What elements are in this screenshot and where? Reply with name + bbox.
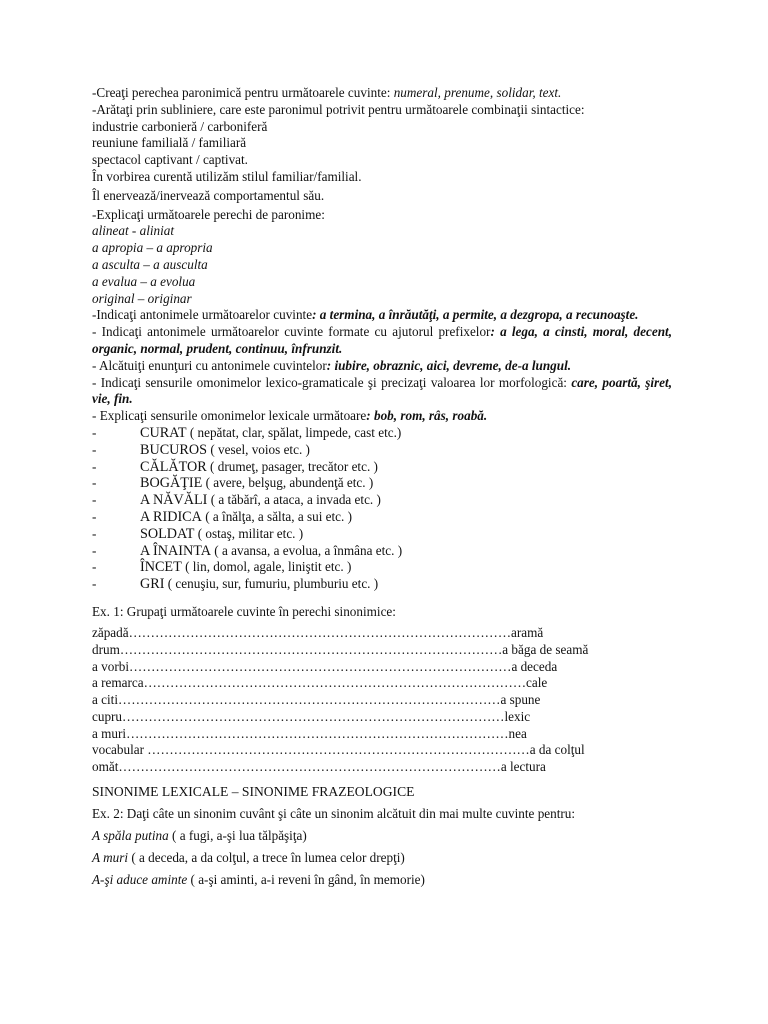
ex2-item xyxy=(92,825,672,847)
dot-leader: …………………………………………………………………………… xyxy=(126,725,509,741)
pair-left-word: a vorbi xyxy=(92,658,129,674)
synonym-row xyxy=(92,526,672,543)
pair-right-word: lexic xyxy=(504,708,531,724)
task-words: : a lega, a cinsti, moral, decent, organic, normal, prudent, continuu, înfrunzit. xyxy=(92,324,672,356)
ex2-synonyms: ( a deceda, a da colţul, a trece în lumea celor drepţi) xyxy=(128,850,405,866)
task-prefix-antonyms xyxy=(92,324,672,358)
dot-leader: …………………………………………………………………………… xyxy=(129,658,512,674)
bullet-dash: - xyxy=(92,492,97,508)
synonym-headword: BUCUROS xyxy=(140,441,208,458)
pair-right-word: a lectura xyxy=(500,759,546,775)
pair-left-word: cupru xyxy=(92,708,123,724)
task-text: -Indicaţi antonimele următoarelor cuvinte xyxy=(92,307,313,323)
pair-left-word: zăpadă xyxy=(92,624,129,640)
task-words: : a termina, a înrăutăţi, a permite, a dezgropa, a recunoaşte. xyxy=(312,307,639,323)
dot-leader: …………………………………………………………………………… xyxy=(122,708,505,724)
synonym-hint: ( ostaş, militar etc. ) xyxy=(194,525,304,541)
synonym-hint: ( a avansa, a evolua, a înmâna etc. ) xyxy=(210,542,403,558)
task-homonyms-lex xyxy=(92,408,672,425)
pair-left-word: drum xyxy=(92,641,120,657)
synonym-headword: A RIDICA xyxy=(140,508,202,525)
task-antonyms xyxy=(92,307,672,324)
synonym-headword: CĂLĂTOR xyxy=(140,458,207,475)
pair-left-word: a muri xyxy=(92,725,127,741)
synonym-row xyxy=(92,425,672,442)
bullet-dash: - xyxy=(92,508,97,524)
synonym-row xyxy=(92,559,672,576)
intro-line-0 xyxy=(92,85,672,102)
synonym-row xyxy=(92,509,672,526)
bullet-dash: - xyxy=(92,542,97,558)
synonym-pairs-list xyxy=(92,625,672,776)
ex2-synonyms: ( a fugi, a-şi lua tălpăşiţa) xyxy=(168,828,307,844)
synonym-hint: ( a înălţa, a sălta, a sui etc. ) xyxy=(201,508,353,524)
task-words: : bob, rom, râs, roabă. xyxy=(366,408,488,424)
intro-line-3: reuniune familială / familiară xyxy=(92,135,247,151)
synonym-headword: ÎNCET xyxy=(140,559,182,576)
synonym-pair-row xyxy=(92,692,541,709)
ex2-items xyxy=(92,825,672,891)
ex2-phrase: A-şi aduce aminte xyxy=(92,872,188,888)
synonym-list xyxy=(92,425,672,593)
ex2-item xyxy=(92,869,672,891)
pair-left-word: a remarca xyxy=(92,675,144,691)
synonym-headword: BOGĂŢIE xyxy=(140,475,203,492)
intro-line-1: -Arătaţi prin subliniere, care este paronimul potrivit pentru următoarele combinaţii sintactice: xyxy=(92,101,585,117)
synonym-hint: ( cenuşiu, sur, fumuriu, plumburiu etc. ) xyxy=(164,576,379,592)
dot-leader: …………………………………………………………………………… xyxy=(128,624,512,640)
paronym-pair: a evalua – a evolua xyxy=(92,273,196,289)
dot-leader: …………………………………………………………………………… xyxy=(143,675,527,691)
intro-line-4: spectacol captivant / captivat. xyxy=(92,152,248,168)
pair-right-word: a spune xyxy=(500,692,541,708)
pair-left-word: vocabular xyxy=(92,742,148,758)
task-words: : iubire, obraznic, aici, devreme, de-a lungul. xyxy=(326,357,572,373)
synonym-row xyxy=(92,576,672,593)
bullet-dash: - xyxy=(92,458,97,474)
ex2-phrase: A muri xyxy=(92,850,129,866)
task-text: - Explicaţi sensurile omonimelor lexicale următoare xyxy=(92,408,367,424)
intro-line-2: industrie carbonieră / carboniferă xyxy=(92,118,268,134)
synonym-row xyxy=(92,475,672,492)
synonym-hint: ( avere, belşug, abundenţă etc. ) xyxy=(202,475,374,491)
pair-right-word: nea xyxy=(508,725,527,741)
synonym-row xyxy=(92,442,672,459)
synonym-hint: ( lin, domol, agale, liniştit etc. ) xyxy=(181,559,352,575)
intro-line-5: În vorbirea curentă utilizăm stilul familiar/familial. xyxy=(92,168,362,184)
task-sentences xyxy=(92,358,672,375)
pair-left-word: omăt xyxy=(92,759,119,775)
section-title: SINONIME LEXICALE – SINONIME FRAZEOLOGICE xyxy=(92,784,415,800)
pair-right-word: a da colţul xyxy=(529,742,585,758)
ex2-synonyms: ( a-şi aminti, a-i reveni în gând, în memorie) xyxy=(187,872,425,888)
synonym-pair-row xyxy=(92,742,585,759)
pair-right-word: aramă xyxy=(511,624,544,640)
synonym-pair-row xyxy=(92,708,531,726)
synonym-hint: ( vesel, voios etc. ) xyxy=(207,441,310,457)
paronym-pair: a apropia – a apropria xyxy=(92,240,213,256)
dot-leader: …………………………………………………………………………… xyxy=(118,692,501,708)
ex1-title: Ex. 1: Grupaţi următoarele cuvinte în perechi sinonimice: xyxy=(92,603,396,619)
ex2-title: Ex. 2: Daţi câte un sinonim cuvânt şi câte un sinonim alcătuit din mai multe cuvinte pentru: xyxy=(92,806,576,822)
synonym-pair-row xyxy=(92,725,527,743)
synonym-row xyxy=(92,459,672,476)
synonym-pair-row xyxy=(92,759,546,776)
paronym-pair: original – originar xyxy=(92,290,192,306)
pair-right-word: cale xyxy=(526,675,548,691)
dot-leader: …………………………………………………………………………… xyxy=(147,742,530,758)
synonym-pair-row xyxy=(92,641,589,659)
task-text: - Indicaţi antonimele următoarelor cuvinte formate cu ajutorul prefixelor xyxy=(92,324,491,340)
document-page xyxy=(92,85,672,891)
intro-words: numeral, prenume, solidar, text. xyxy=(393,85,562,100)
synonym-pair-row xyxy=(92,675,548,692)
bullet-dash: - xyxy=(92,559,97,575)
pair-right-word: a deceda xyxy=(511,658,558,674)
ex2-phrase: A spăla putina xyxy=(92,828,169,844)
dot-leader: …………………………………………………………………………… xyxy=(118,759,501,775)
paronym-pair: a asculta – a ausculta xyxy=(92,256,208,272)
dot-leader: …………………………………………………………………………… xyxy=(119,641,503,657)
synonym-headword: GRI xyxy=(140,576,165,593)
task-homonyms-gram xyxy=(92,375,672,409)
synonym-hint: ( a tăbărî, a ataca, a invada etc. ) xyxy=(207,492,381,508)
synonym-hint: ( drumeţ, pasager, trecător etc. ) xyxy=(206,458,378,474)
task-words: care, poartă, şiret, vie, fin. xyxy=(92,374,672,407)
task-text: - Indicaţi sensurile omonimelor lexico-gramaticale şi precizaţi valoarea lor morfologică: xyxy=(92,374,567,390)
synonym-headword: SOLDAT xyxy=(140,525,195,542)
intro-text: -Creaţi perechea paronimică pentru următoarele cuvinte: xyxy=(92,85,394,100)
synonym-pair-row xyxy=(92,624,544,642)
ex2-item xyxy=(92,847,672,869)
pair-left-word: a citi xyxy=(92,692,118,708)
synonym-hint: ( nepătat, clar, spălat, limpede, cast etc.) xyxy=(186,424,402,440)
bullet-dash: - xyxy=(92,475,97,491)
bullet-dash: - xyxy=(92,525,97,541)
synonym-headword: CURAT xyxy=(140,424,187,441)
intro-line-6: Îl enervează/inervează comportamentul său. xyxy=(92,187,325,203)
synonym-pair-row xyxy=(92,658,558,676)
task-text: - Alcătuiţi enunţuri cu antonimele cuvintelor xyxy=(92,357,327,373)
synonym-row xyxy=(92,543,672,560)
pair-right-word: a băga de seamă xyxy=(502,641,589,657)
paronym-pair: alineat - aliniat xyxy=(92,223,175,239)
synonym-headword: A NĂVĂLI xyxy=(140,492,208,509)
bullet-dash: - xyxy=(92,576,97,592)
intro-line-7: -Explicaţi următoarele perechi de paronime: xyxy=(92,206,325,222)
bullet-dash: - xyxy=(92,441,97,457)
synonym-row xyxy=(92,492,672,509)
bullet-dash: - xyxy=(92,424,97,440)
synonym-headword: A ÎNAINTA xyxy=(140,542,211,559)
